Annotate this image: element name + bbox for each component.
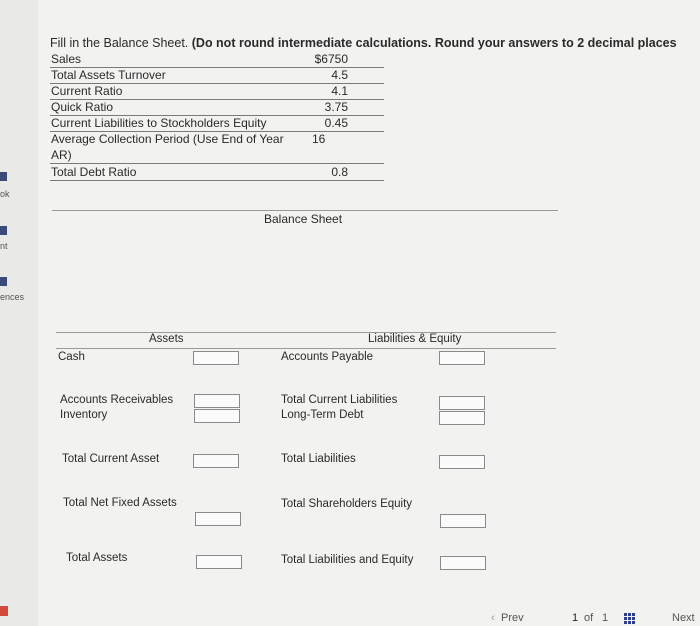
label-total-assets: Total Assets xyxy=(66,552,128,564)
label-total-current-liabilities: Total Current Liabilities xyxy=(281,394,398,406)
instructions xyxy=(50,36,677,50)
label-long-term-debt: Long-Term Debt xyxy=(281,409,364,421)
sidebar-marker xyxy=(0,172,7,181)
total-liabilities-input[interactable] xyxy=(439,455,485,469)
label-total-liabilities-and-equity: Total Liabilities and Equity xyxy=(281,554,414,566)
given-row-sales xyxy=(50,51,384,68)
prev-button[interactable]: Prev xyxy=(501,612,524,624)
total-current-liabilities-input[interactable] xyxy=(439,396,485,410)
header-top-rule xyxy=(56,332,556,333)
chevron-left-icon: ‹ xyxy=(491,612,495,624)
given-label: Total Assets Turnover xyxy=(51,68,166,82)
given-value: 0.8 xyxy=(331,165,348,179)
given-label-acp-line1: Average Collection Period (Use End of Year xyxy=(51,132,284,146)
grid-icon[interactable] xyxy=(624,613,636,624)
left-sidebar xyxy=(0,0,38,626)
total-shareholders-equity-input[interactable] xyxy=(440,514,486,528)
label-total-liabilities: Total Liabilities xyxy=(281,453,356,465)
given-value: 4.1 xyxy=(331,84,348,98)
inventory-input[interactable] xyxy=(194,409,240,423)
given-label: Sales xyxy=(51,52,82,66)
accounts-payable-input[interactable] xyxy=(439,351,485,365)
given-label: Quick Ratio xyxy=(51,100,114,114)
given-label: Current Liabilities to Stockholders Equity xyxy=(51,116,267,130)
label-accounts-receivables: Accounts Receivables xyxy=(60,394,174,406)
next-button[interactable]: Next xyxy=(672,612,695,624)
sidebar-item-ok[interactable]: ok xyxy=(0,189,10,199)
liabilities-equity-header: Liabilities & Equity xyxy=(368,333,462,345)
instructions-prefix: Fill in the Balance Sheet. xyxy=(50,36,192,50)
sidebar-item-ences[interactable]: ences xyxy=(0,292,25,302)
given-label-acp-line2: AR) xyxy=(51,148,72,162)
instructions-bold: (Do not round intermediate calculations. Round your answers to 2 decimal places xyxy=(191,36,677,50)
given-value: 4.5 xyxy=(331,68,348,82)
total-assets-input[interactable] xyxy=(196,555,242,569)
label-total-current-asset: Total Current Asset xyxy=(62,453,160,465)
sidebar-item-nt[interactable]: nt xyxy=(0,241,8,251)
balance-sheet-title: Balance Sheet xyxy=(264,212,343,226)
given-row-quick-ratio xyxy=(50,99,384,116)
label-accounts-payable: Accounts Payable xyxy=(281,351,374,363)
given-row-current-ratio xyxy=(50,83,384,100)
given-row-total-assets-turnover xyxy=(50,67,384,84)
header-bottom-rule xyxy=(56,348,556,349)
given-value-acp: 16 xyxy=(312,132,326,146)
given-row-total-debt-ratio xyxy=(50,164,384,181)
given-value: $6750 xyxy=(314,52,348,66)
given-row-cl-to-se xyxy=(50,115,384,132)
accounts-receivables-input[interactable] xyxy=(194,394,240,408)
page-current: 1 xyxy=(572,612,579,624)
label-inventory: Inventory xyxy=(60,409,108,421)
pagination-footer xyxy=(38,608,700,626)
label-cash: Cash xyxy=(58,351,85,363)
question-content xyxy=(38,0,700,626)
given-label: Current Ratio xyxy=(51,84,123,98)
sidebar-marker xyxy=(0,226,7,235)
sidebar-marker xyxy=(0,277,7,286)
cash-input[interactable] xyxy=(193,351,239,365)
label-total-net-fixed-assets: Total Net Fixed Assets xyxy=(63,497,177,509)
assets-header: Assets xyxy=(149,333,184,345)
page-total: 1 xyxy=(602,612,609,624)
sidebar-red-icon[interactable] xyxy=(0,606,8,616)
total-net-fixed-assets-input[interactable] xyxy=(195,512,241,526)
long-term-debt-input[interactable] xyxy=(439,411,485,425)
total-current-asset-input[interactable] xyxy=(193,454,239,468)
page-of: of xyxy=(584,612,594,624)
given-value: 3.75 xyxy=(324,100,348,114)
total-liabilities-and-equity-input[interactable] xyxy=(440,556,486,570)
given-label: Total Debt Ratio xyxy=(51,165,137,179)
label-total-shareholders-equity: Total Shareholders Equity xyxy=(281,498,413,510)
balance-sheet-top-rule xyxy=(52,210,558,211)
given-value: 0.45 xyxy=(324,116,348,130)
